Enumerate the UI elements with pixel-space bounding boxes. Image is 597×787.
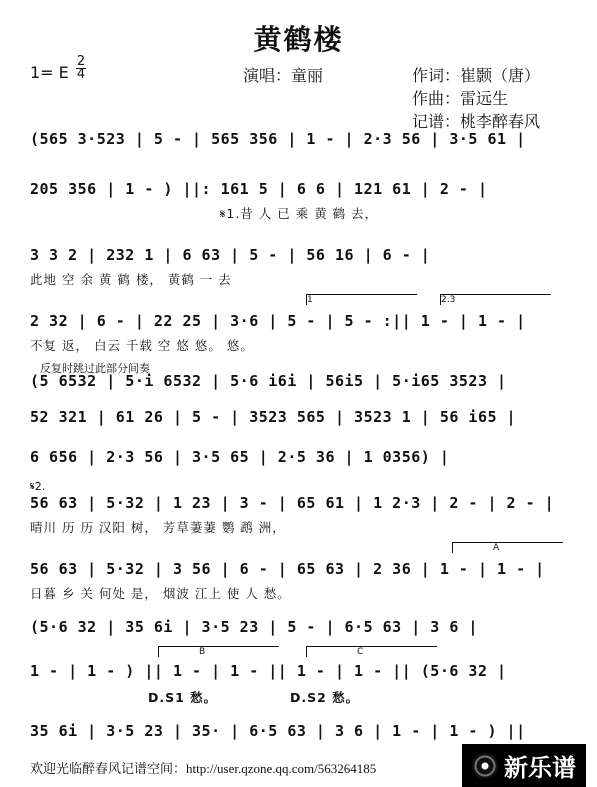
staff-lyrics: 𝄋1.昔 人 已 乘 黄 鹤 去，	[220, 206, 379, 221]
volta-label: B	[199, 647, 206, 657]
logo-text: 新乐谱	[504, 754, 576, 782]
time-sig-top: 2	[76, 54, 86, 69]
staff-lyrics: 日暮 乡 关 何处 是， 烟波 江上 使 人 愁。	[30, 586, 291, 601]
site-logo	[462, 744, 586, 787]
staff-line-8	[30, 494, 570, 536]
volta-bracket-1	[306, 294, 417, 305]
staff-line-11	[30, 662, 570, 680]
staff-notes: 56 63 | 5·32 | 3 56 | 6 - | 65 63 | 2 36 | 1 - | 1 - |	[30, 560, 545, 578]
staff-notes: 2 32 | 6 - | 22 25 | 3·6 | 5 - | 5 - :|| 1 - | 1 - |	[30, 312, 526, 330]
transcriber-credit: 记谱：桃李醉春风	[412, 112, 541, 131]
segno-2-mark: 𝄋2.	[30, 480, 46, 493]
staff-line-4	[30, 312, 570, 354]
volta-label: 1	[307, 295, 313, 305]
key-signature: 1= E	[30, 63, 69, 82]
staff-notes: 56 63 | 5·32 | 1 23 | 3 - | 65 61 | 1 2·3 | 2 - | 2 - |	[30, 494, 555, 512]
volta-bracket-a	[452, 542, 563, 553]
lyricist-credit: 作词：崔颢（唐）	[412, 66, 541, 85]
staff-line-5	[30, 372, 570, 390]
staff-line-2	[30, 180, 570, 222]
staff-notes: (5 6532 | 5·i 6532 | 5·6 i6i | 56i5 | 5·i65 3523 |	[30, 372, 507, 390]
composer-credit: 作曲：雷远生	[412, 89, 509, 108]
staff-notes: 35 6i | 3·5 23 | 35· | 6·5 63 | 3 6 | 1 - | 1 - ) ||	[30, 722, 526, 740]
volta-label: 2.3	[441, 295, 456, 305]
staff-line-9	[30, 560, 570, 602]
staff-lyrics: 此地 空 余 黄 鹤 楼， 黄鹤 一 去	[30, 272, 232, 287]
staff-line-6	[30, 408, 570, 426]
staff-line-10	[30, 618, 570, 636]
staff-notes: 205 356 | 1 - ) ||: 161 5 | 6 6 | 121 61 | 2 - |	[30, 180, 488, 198]
staff-notes: 6 656 | 2·3 56 | 3·5 65 | 2·5 36 | 1 0356) |	[30, 448, 450, 466]
staff-line-1	[30, 130, 570, 148]
ds1-instruction: D.S1 愁。	[148, 690, 218, 705]
staff-lyrics: 晴川 历 历 汉阳 树， 芳草萋萋 鹦 鹉 洲，	[30, 520, 286, 535]
staff-notes: 3 3 2 | 232 1 | 6 63 | 5 - | 56 16 | 6 - |	[30, 246, 431, 264]
staff-line-12	[30, 722, 570, 740]
staff-notes: 52 321 | 61 26 | 5 - | 3523 565 | 3523 1 | 56 i65 |	[30, 408, 517, 426]
staff-line-7	[30, 448, 570, 466]
volta-label: A	[493, 543, 500, 553]
footer-credit: 欢迎光临醉春风记谱空间：http://user.qzone.qq.com/563264185	[30, 761, 377, 776]
staff-notes: 1 - | 1 - ) || 1 - | 1 - || 1 - | 1 - || (5·6 32 |	[30, 662, 507, 680]
volta-bracket-b	[158, 646, 279, 657]
staff-notes: (565 3·523 | 5 - | 565 356 | 1 - | 2·3 56 | 3·5 61 |	[30, 130, 526, 148]
interlude-note: 反复时跳过此部分间奏	[40, 362, 150, 375]
vinyl-disc-icon	[472, 753, 498, 779]
staff-line-3	[30, 246, 570, 288]
time-sig-bottom: 4	[76, 67, 86, 82]
volta-label: C	[357, 647, 364, 657]
song-title: 黄鹤楼	[253, 23, 344, 56]
volta-bracket-23	[440, 294, 551, 305]
staff-lyrics: 不复 返， 白云 千载 空 悠 悠。 悠。	[30, 338, 254, 353]
ds2-instruction: D.S2 愁。	[290, 690, 360, 705]
volta-bracket-c	[306, 646, 437, 657]
staff-notes: (5·6 32 | 35 6i | 3·5 23 | 5 - | 6·5 63 | 3 6 |	[30, 618, 478, 636]
time-signature	[76, 56, 86, 81]
singer-credit: 演唱：童丽	[243, 66, 324, 85]
